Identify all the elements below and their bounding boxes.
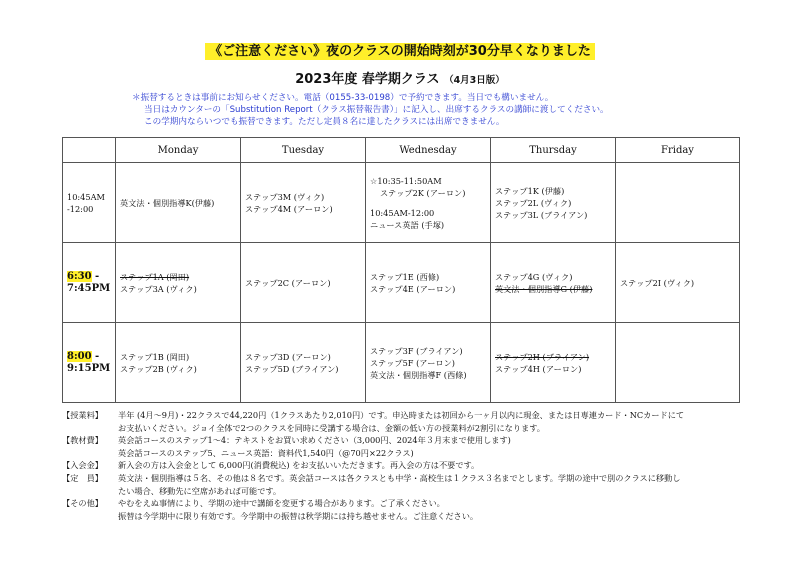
table-row	[63, 163, 740, 243]
class-cell-wednesday	[366, 243, 491, 323]
class-entry: ニュース英語 (手塚)	[370, 219, 445, 230]
terms-text: たい場合、移動先に空席があれば可能です。	[118, 485, 282, 496]
info-line: この学期内ならいつでも振替できます。ただし定員８名に達したクラスには出席できません。	[144, 117, 505, 127]
terms-text: お支払いください。ジョイ全体で2つのクラスを同時に受講する場合は、金額の低い方の授業料が2割引になります。	[118, 422, 545, 433]
header-row	[63, 138, 740, 163]
day-header: Friday	[616, 138, 740, 163]
terms-text: 振替は今学期中に限り有効です。今学期中の振替は秋学期には持ち越せません。ご注意ください。	[118, 510, 479, 521]
day-header: Tuesday	[241, 138, 366, 163]
terms-heading: 【その他】	[62, 498, 103, 509]
terms-item-enrollment-fee	[62, 459, 762, 472]
time-dash: -	[91, 270, 100, 282]
terms-text: 半年 (4月〜9月)・22クラスで44,220円（1クラスあたり2,010円）です。申込時または初回から一ヶ月以内に現金、または日専連カード・NCカードにて	[118, 410, 685, 420]
terms-section	[62, 409, 762, 522]
time-dash: -	[91, 350, 100, 362]
time-start-highlight: 6:30	[67, 270, 92, 282]
notice-text: 《ご注意ください》夜のクラスの開始時刻が30分早くなりました	[205, 43, 595, 60]
class-cell-friday	[616, 163, 740, 243]
info-line: ＊振替するときは事前にお知らせください。電話（0155-33-0198）で予約できます。当日でも構いません。	[132, 93, 554, 103]
class-entry: ステップ1E (西條)	[370, 271, 440, 282]
terms-heading: 【入会金】	[62, 460, 103, 471]
title-edition: （4月3日版）	[444, 75, 505, 86]
class-entry: ステップ3D (アーロン)	[245, 351, 331, 362]
class-entry: ステップ2B (ヴィク)	[120, 363, 197, 374]
info-line: 当日はカウンターの「Substitution Report（クラス振替報告書）」に記入し、出席するクラスの講師に渡してください。	[144, 105, 609, 115]
substitution-info	[132, 92, 772, 128]
class-cell-wednesday	[366, 163, 491, 243]
terms-text: 英会話コースのステップ5、ニュース英語：資料代1,540円（@70円×22クラス)	[118, 447, 414, 458]
terms-text: 英会話コースのステップ1〜4：テキストをお買い求めください（3,000円、2024年３月末まで使用します)	[118, 435, 511, 446]
class-entry: ステップ3L (ブライアン)	[495, 209, 588, 220]
terms-item-other	[62, 497, 762, 522]
class-entry: 英文法・個別指導K(伊藤)	[120, 197, 215, 208]
time-end: 9:15PM	[67, 362, 111, 374]
time-start-highlight: 8:00	[67, 350, 92, 362]
class-cell-tuesday	[241, 243, 366, 323]
time-start: 10:45AM	[67, 191, 105, 202]
cancelled-class-entry: ステップ2H (ブライアン)	[495, 351, 590, 362]
class-entry: ステップ5D (ブライアン)	[245, 363, 339, 374]
class-entry: ステップ4M (アーロン)	[245, 203, 333, 214]
day-header: Wednesday	[366, 138, 491, 163]
day-header: Thursday	[491, 138, 616, 163]
class-cell-thursday	[491, 243, 616, 323]
class-cell-tuesday	[241, 163, 366, 243]
class-entry: ステップ3M (ヴィク)	[245, 191, 325, 202]
class-entry: ステップ4E (アーロン)	[370, 283, 456, 294]
class-entry: ステップ4H (アーロン)	[495, 363, 582, 374]
terms-item-tuition	[62, 409, 762, 434]
class-entry: 英文法・個別指導F (西條)	[370, 369, 467, 380]
class-entry: 10:45AM-12:00	[370, 207, 435, 218]
cancelled-class-entry: ステップ1A (岡田)	[120, 271, 190, 282]
class-entry: ステップ1K (伊藤)	[495, 185, 565, 196]
class-entry: ステップ3A (ヴィク)	[120, 283, 197, 294]
terms-text: やむをえぬ事情により、学期の途中で講師を変更する場合があります。ご了承ください。	[118, 498, 445, 509]
notice-banner	[0, 40, 800, 59]
class-entry: ステップ5F (アーロン)	[370, 357, 455, 368]
cancelled-class-entry: 英文法・個別指導G (伊藤)	[495, 283, 593, 294]
page-title	[0, 68, 800, 87]
terms-heading: 【授業料】	[62, 410, 103, 420]
class-entry: ステップ1B (岡田)	[120, 351, 190, 362]
class-entry: ステップ2L (ヴィク)	[495, 197, 572, 208]
class-cell-tuesday	[241, 323, 366, 403]
class-schedule-table	[62, 137, 740, 403]
time-cell	[63, 323, 116, 403]
class-entry: ステップ3F (ブライアン)	[370, 345, 463, 356]
time-cell	[63, 163, 116, 243]
class-cell-wednesday	[366, 323, 491, 403]
terms-item-materials	[62, 434, 762, 459]
class-cell-thursday	[491, 323, 616, 403]
table-row	[63, 243, 740, 323]
class-entry: ステップ2K (アーロン)	[380, 187, 466, 198]
class-cell-thursday	[491, 163, 616, 243]
time-end: 7:45PM	[67, 282, 111, 294]
class-cell-friday	[616, 243, 740, 323]
terms-item-capacity	[62, 472, 762, 497]
terms-heading: 【定 員】	[62, 472, 103, 483]
time-cell	[63, 243, 116, 323]
time-end: -12:00	[67, 203, 94, 214]
terms-heading: 【教材費】	[62, 435, 103, 446]
day-header: Monday	[116, 138, 241, 163]
class-cell-monday	[116, 323, 241, 403]
class-cell-monday	[116, 243, 241, 323]
class-entry: ステップ4G (ヴィク)	[495, 271, 573, 282]
title-main: 2023年度 春学期クラス	[295, 72, 440, 87]
class-cell-friday	[616, 323, 740, 403]
terms-text: 新入会の方は入会金として 6,000円(消費税込) をお支払いいただきます。再入会の方は不要です。	[118, 460, 480, 471]
class-entry: ステップ2C (アーロン)	[245, 277, 331, 288]
class-entry: ☆10:35-11:50AM	[370, 175, 442, 186]
corner-cell	[63, 138, 116, 163]
terms-text: 英文法・個別指導は５名、その他は８名です。英会話コースは各クラスとも中学・高校生は１クラス３名までとします。学期の途中で別のクラスに移動し	[118, 472, 681, 483]
table-row	[63, 323, 740, 403]
class-entry: ステップ2I (ヴィク)	[620, 277, 695, 288]
class-cell-monday	[116, 163, 241, 243]
